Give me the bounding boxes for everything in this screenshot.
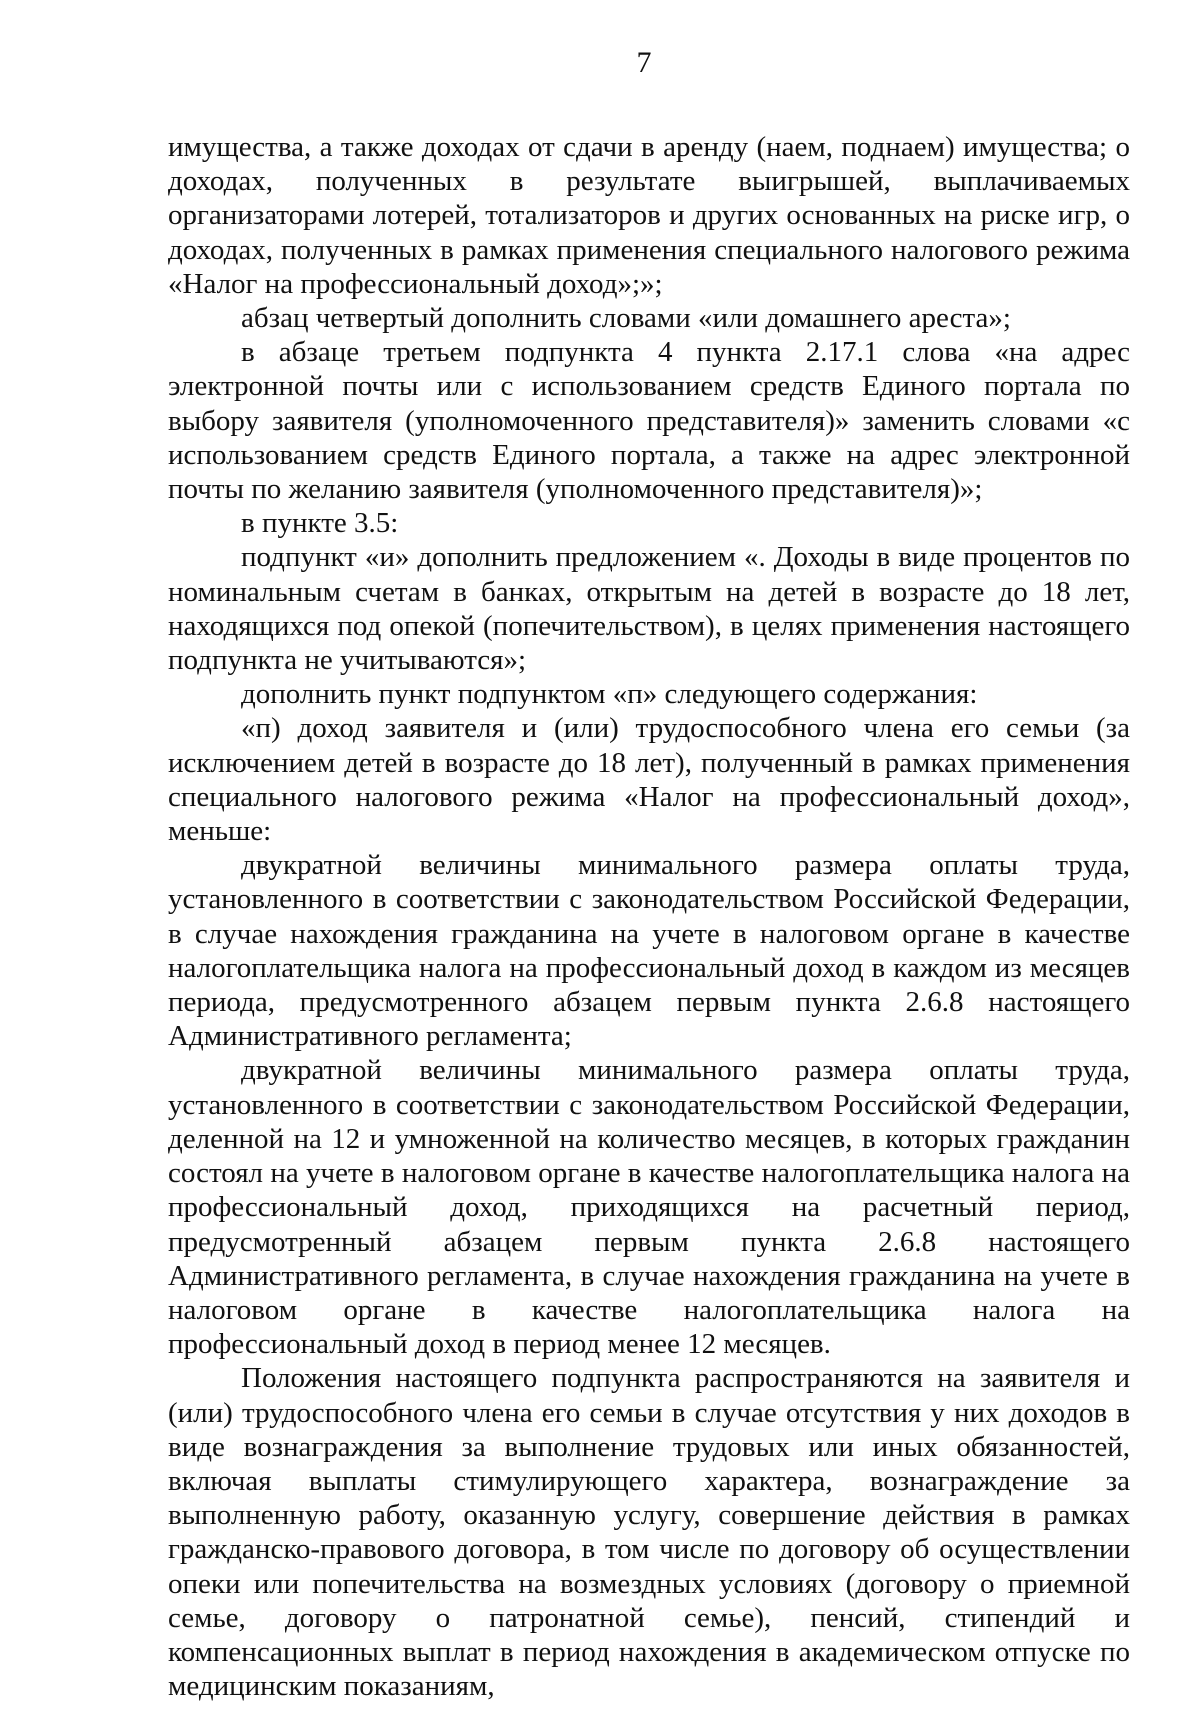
paragraph: подпункт «и» дополнить предложением «. Доходы в виде процентов по номинальным счетам в банках, открытым на детей в возрасте до 18 лет, находящихся под опекой (попечительством), в целях применения настоящего подпункта не учитываются»; <box>168 541 1130 677</box>
paragraph: Положения настоящего подпункта распространяются на заявителя и (или) трудоспособного члена его семьи в случае отсутствия у них доходов в виде вознаграждения за выполнение трудовых или иных обязанностей, включая выплаты стимулирующего характера, вознаграждение за выполненную работу, оказанную услугу, совершение действия в рамках гражданско-правового договора, в том числе по договору об осуществлении опеки или попечительства на возмездных условиях (договору о приемной семье, договору о патронатной семье), пенсий, стипендий и компенсационных выплат в период нахождения в академическом отпуске по медицинским показаниям, <box>168 1362 1130 1703</box>
page-number: 7 <box>636 46 652 79</box>
paragraph: двукратной величины минимального размера оплаты труда, установленного в соответствии с законодательством Российской Федерации, в случае нахождения гражданина на учете в налоговом органе в качестве налогоплательщика налога на профессиональный доход в каждом из месяцев периода, предусмотренного абзацем первым пункта 2.6.8 настоящего Административного регламента; <box>168 849 1130 1053</box>
paragraph: «п) доход заявителя и (или) трудоспособного члена его семьи (за исключением детей в возрасте до 18 лет), полученный в рамках применения специального налогового режима «Налог на профессиональный доход», меньше: <box>168 712 1130 848</box>
paragraph: в пункте 3.5: <box>241 507 399 540</box>
paragraph: дополнить пункт подпунктом «п» следующего содержания: <box>241 678 978 711</box>
paragraph: абзац четвертый дополнить словами «или домашнего ареста»; <box>241 302 1011 335</box>
paragraph: двукратной величины минимального размера оплаты труда, установленного в соответствии с законодательством Российской Федерации, деленной на 12 и умноженной на количество месяцев, в которых гражданин состоял на учете в налоговом органе в качестве налогоплательщика налога на профессиональный доход, приходящихся на расчетный период, предусмотренный абзацем первым пункта 2.6.8 настоящего Административного регламента, в случае нахождения гражданина на учете в налоговом органе в качестве налогоплательщика налога на профессиональный доход в период менее 12 месяцев. <box>168 1054 1130 1361</box>
document-body <box>168 130 1130 1703</box>
paragraph: в абзаце третьем подпункта 4 пункта 2.17.1 слова «на адрес электронной почты или с использованием средств Единого портала по выбору заявителя (уполномоченного представителя)» заменить словами «с использованием средств Единого портала, а также на адрес электронной почты по желанию заявителя (уполномоченного представителя)»; <box>168 336 1130 506</box>
paragraph: имущества, а также доходах от сдачи в аренду (наем, поднаем) имущества; о доходах, полученных в результате выигрышей, выплачиваемых организаторами лотерей, тотализаторов и других основанных на риске игр, о доходах, полученных в рамках применения специального налогового режима «Налог на профессиональный доход»;»; <box>168 131 1130 300</box>
